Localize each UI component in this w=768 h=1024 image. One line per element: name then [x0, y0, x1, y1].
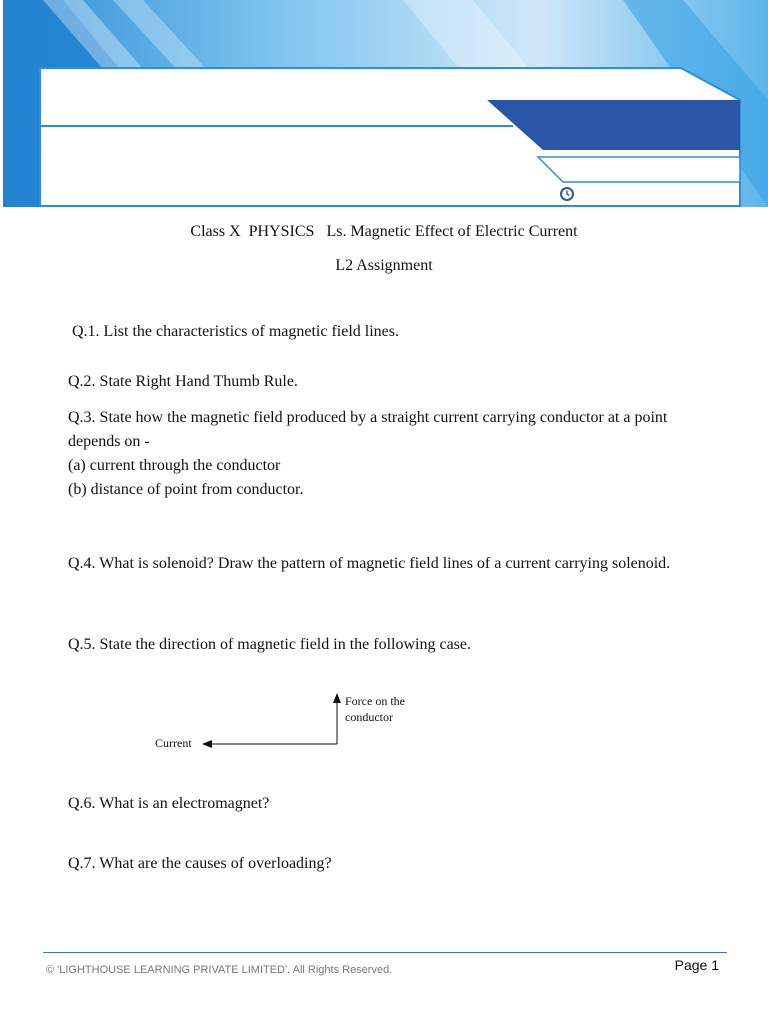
page-number: Page 1	[674, 957, 719, 973]
question-5: Q.5. State the direction of magnetic field in the following case.	[68, 636, 471, 653]
copyright-notice: © 'LIGHTHOUSE LEARNING PRIVATE LIMITED'. All Rights Reserved.	[46, 964, 393, 976]
question-7: Q.7. What are the causes of overloading?	[68, 855, 332, 872]
footer-divider	[43, 952, 727, 953]
clock-icon	[559, 186, 575, 202]
question-2: Q.2. State Right Hand Thumb Rule.	[68, 373, 298, 390]
assignment-title: L2 Assignment	[335, 257, 433, 274]
force-current-diagram	[150, 688, 430, 758]
course-title: Class X PHYSICS Ls. Magnetic Effect of Electric Current	[190, 223, 578, 240]
question-4: Q.4. What is solenoid? Draw the pattern of magnetic field lines of a current carrying solenoid.	[68, 555, 671, 572]
current-label: Current	[155, 736, 192, 750]
current-arrowhead	[202, 740, 212, 748]
force-label-line2: conductor	[345, 710, 393, 724]
question-3: Q.3. State how the magnetic field produced by a straight current carrying conductor at a point depends on - (a) current through the conductor (b) distance of point from conductor.	[68, 409, 668, 498]
force-arrowhead	[333, 693, 341, 703]
question-6: Q.6. What is an electromagnet?	[68, 795, 270, 812]
force-label-line1: Force on the	[345, 694, 405, 708]
question-1: Q.1. List the characteristics of magnetic field lines.	[72, 323, 399, 340]
header-banner	[3, 0, 768, 207]
